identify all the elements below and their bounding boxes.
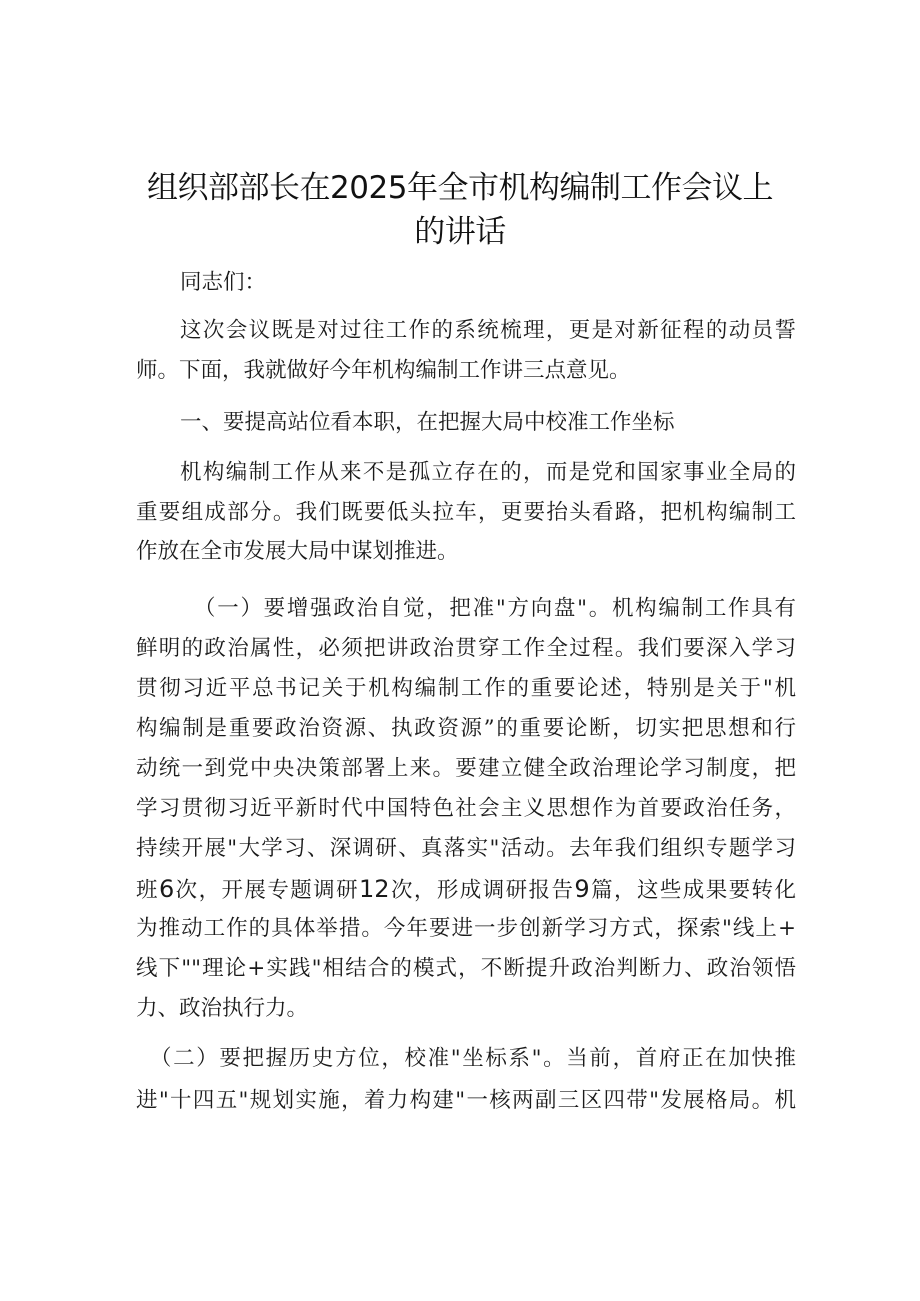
paragraph-3-line-8	[136, 874, 796, 906]
paragraph-3-line-1: （一）要增强政治自觉，把准"方向盘"。机构编制工作具有	[194, 596, 796, 621]
line-text: 篇，这些成果要转化	[589, 878, 796, 903]
paragraph-3-line-11: 力、政治执行力。	[136, 996, 309, 1021]
salutation: 同志们：	[180, 270, 267, 295]
document-title-line-2: 的讲话	[414, 214, 506, 250]
paragraph-3-line-10: 线下""理论+实践"相结合的模式，不断提升政治判断力、政治领悟	[136, 956, 796, 981]
paragraph-1-line-1: 这次会议既是对过往工作的系统梳理，更是对新征程的动员誓	[180, 318, 796, 343]
paragraph-2-line-3: 作放在全市发展大局中谋划推进。	[136, 539, 459, 564]
paragraph-3-line-3: 贯彻习近平总书记关于机构编制工作的重要论述，特别是关于"机	[136, 676, 796, 701]
research-count: 12	[359, 875, 390, 903]
paragraph-3-line-4: 构编制是重要政治资源、执政资源”的重要论断，切实把思想和行	[136, 716, 796, 741]
line-text: 次，形成调研报告	[389, 878, 575, 903]
paragraph-4-line-1: （二）要把握历史方位，校准"坐标系"。当前，首府正在加快推	[150, 1046, 796, 1071]
report-count: 9	[574, 875, 590, 903]
paragraph-3-line-5: 动统一到党中央决策部署上来。要建立健全政治理论学习制度，把	[136, 756, 796, 781]
paragraph-3-line-7: 持续开展"大学习、深调研、真落实"活动。去年我们组织专题学习	[136, 836, 796, 861]
paragraph-3-line-9: 为推动工作的具体举措。今年要进一步创新学习方式，探索"线上+	[136, 916, 796, 941]
paragraph-4-line-2: 进"十四五"规划实施，着力构建"一核两副三区四带"发展格局。机	[136, 1088, 796, 1113]
section-heading-1: 一、要提高站位看本职，在把握大局中校准工作坐标	[180, 410, 675, 435]
study-class-count: 6	[158, 875, 175, 903]
paragraph-3-line-2: 鲜明的政治属性，必须把讲政治贯穿工作全过程。我们要深入学习	[136, 636, 796, 661]
paragraph-2-line-2: 重要组成部分。我们既要低头拉车，更要抬头看路，把机构编制工	[136, 500, 796, 525]
paragraph-3-line-6: 学习贯彻习近平新时代中国特色社会主义思想作为首要政治任务，	[136, 796, 796, 821]
paragraph-2-line-1: 机构编制工作从来不是孤立存在的，而是党和国家事业全局的	[180, 460, 796, 485]
document-title-line-1: 组织部部长在2025年全市机构编制工作会议上	[147, 170, 773, 206]
paragraph-1-line-2: 师。下面，我就做好今年机构编制工作讲三点意见。	[136, 358, 631, 383]
line-text: 次，开展专题调研	[174, 878, 360, 903]
line-text: 班	[136, 878, 159, 903]
